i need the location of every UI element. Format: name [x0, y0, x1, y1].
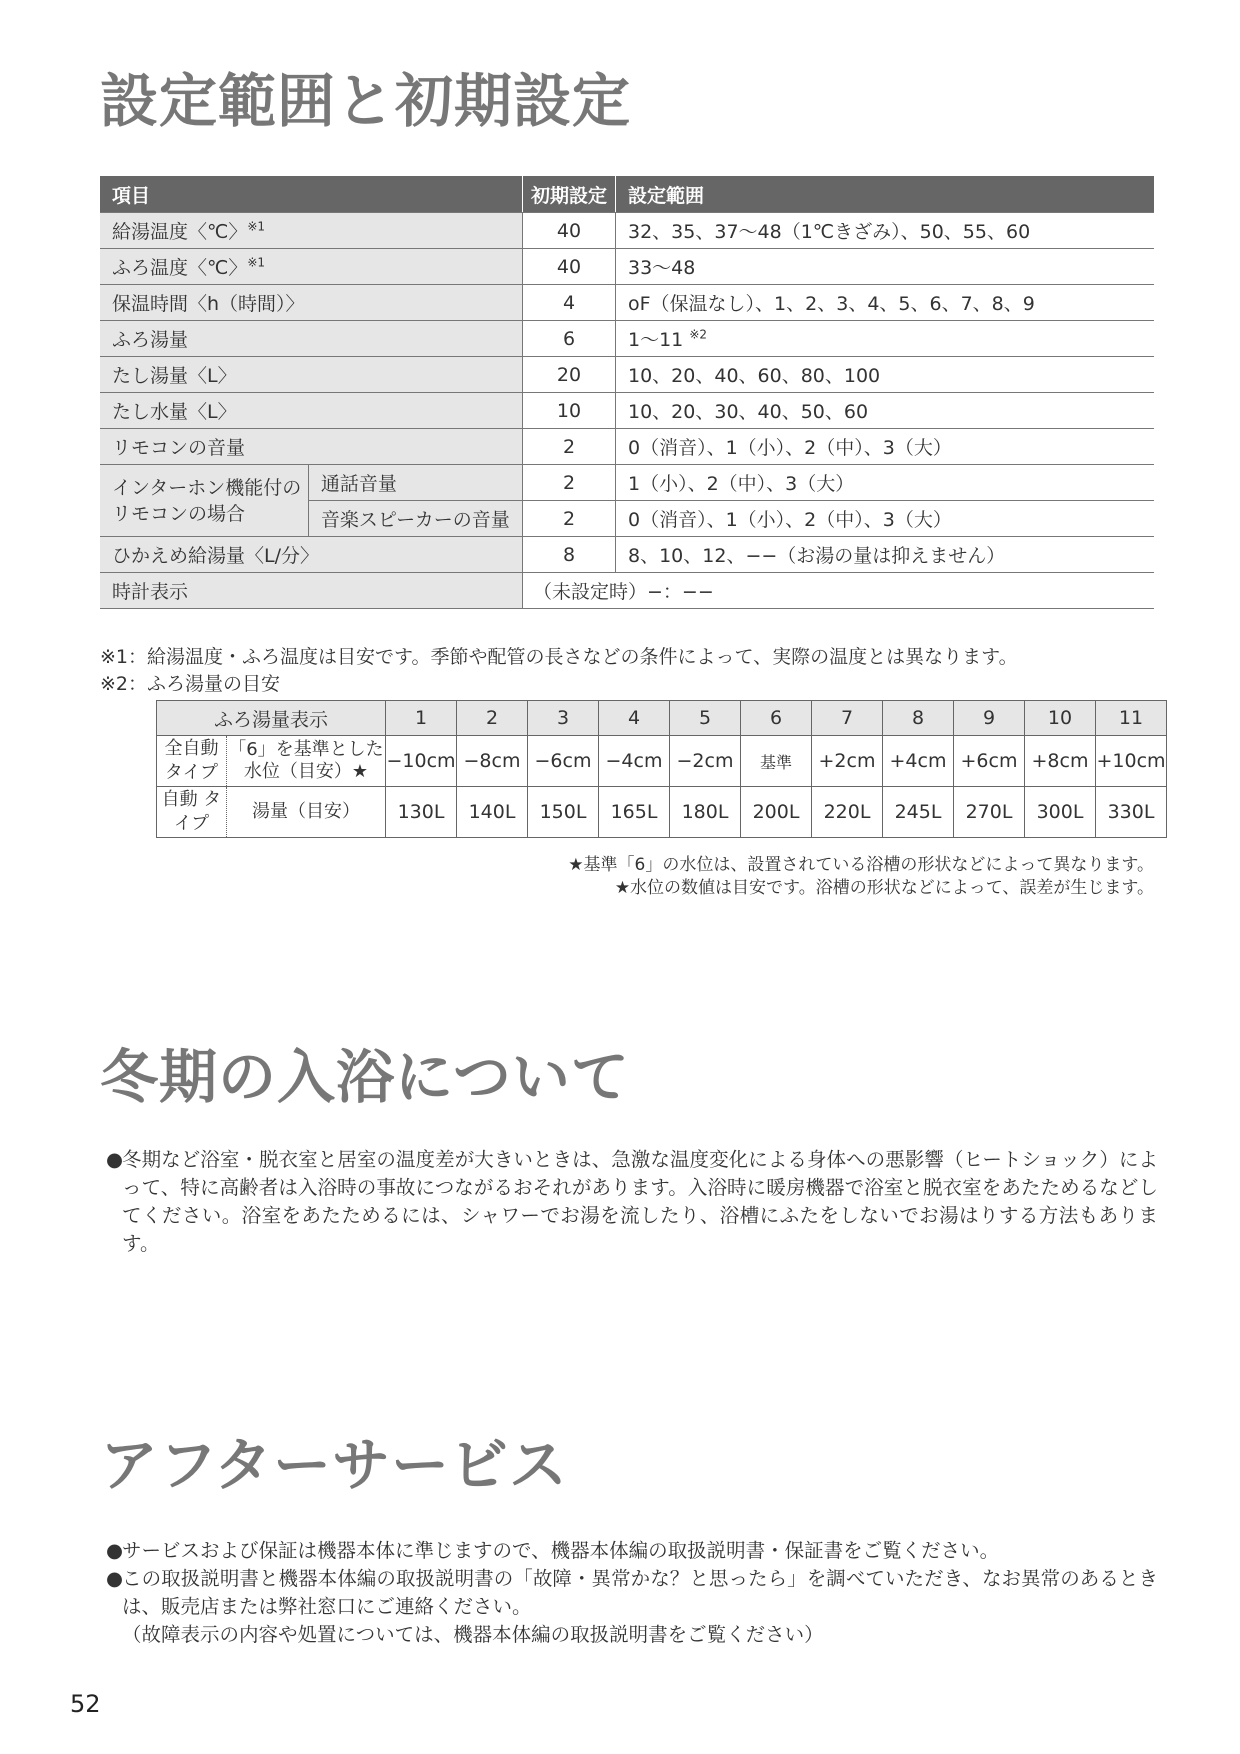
- row-default: 8: [523, 537, 616, 573]
- volume-cell: 330L: [1096, 787, 1167, 838]
- volume-cell: 300L: [1025, 787, 1096, 838]
- row-item: [100, 213, 523, 249]
- water-level-cell: +2cm: [812, 736, 883, 787]
- section-title-service: アフターサービス: [100, 1431, 568, 1499]
- level-cell: 2: [457, 701, 528, 736]
- service-note: （故障表示の内容や処置については、機器本体編の取扱説明書をご覧ください）: [122, 1623, 824, 1646]
- volume-cell: 245L: [883, 787, 954, 838]
- volume-cell: 200L: [741, 787, 812, 838]
- bath-header-row: [157, 701, 1167, 736]
- row-default: 2: [523, 465, 616, 501]
- bullet-icon: ●: [106, 1567, 124, 1590]
- type-label: 全自動 タイプ: [157, 736, 227, 787]
- row-item: 音楽スピーカーの音量: [308, 501, 522, 537]
- service-item-1: [106, 1537, 1158, 1565]
- note-2: ※2：ふろ湯量の目安: [100, 673, 281, 695]
- header-default: 初期設定: [523, 176, 616, 213]
- level-cell: 7: [812, 701, 883, 736]
- row-range: 0（消音）、1（小）、2（中）、3（大）: [616, 429, 1155, 465]
- section-title-winter: 冬期の入浴について: [100, 1043, 630, 1111]
- star-note-2: ★水位の数値は目安です。浴槽の形状などによって、誤差が生じます。: [614, 878, 1154, 898]
- water-level-cell: −2cm: [670, 736, 741, 787]
- table-row: [100, 213, 1154, 249]
- water-level-cell: 基準: [741, 736, 812, 787]
- water-level-cell: −10cm: [386, 736, 457, 787]
- row-default: 2: [523, 501, 616, 537]
- service-text-1: サービスおよび保証は機器本体に準じますので、機器本体編の取扱説明書・保証書をご覧ください。: [122, 1539, 1000, 1562]
- header-item: 項目: [100, 176, 523, 213]
- range-value: 1〜11: [628, 329, 684, 351]
- row-default: 40: [523, 249, 616, 285]
- volume-cell: 140L: [457, 787, 528, 838]
- row-item: ひかえめ給湯量〈L/分〉: [100, 537, 523, 573]
- row-default: 10: [523, 393, 616, 429]
- service-item-2: [106, 1565, 1158, 1621]
- row-range: 33〜48: [616, 249, 1155, 285]
- row-item: たし湯量〈L〉: [100, 357, 523, 393]
- level-cell: 11: [1096, 701, 1167, 736]
- water-level-cell: +10cm: [1096, 736, 1167, 787]
- bath-volume-table: [156, 700, 1167, 838]
- row-range: 8、10、12、−−（お湯の量は抑えません）: [616, 537, 1155, 573]
- row-range: 10、20、30、40、50、60: [616, 393, 1155, 429]
- volume-cell: 130L: [386, 787, 457, 838]
- row-item: 時計表示: [100, 573, 523, 609]
- intercom-group-label: インターホン機能付の リモコンの場合: [100, 465, 308, 537]
- note-mark: ※2: [689, 327, 708, 342]
- row-default: 40: [523, 213, 616, 249]
- table-row: [100, 357, 1154, 393]
- level-cell: 9: [954, 701, 1025, 736]
- row-default: 20: [523, 357, 616, 393]
- level-cell: 1: [386, 701, 457, 736]
- water-level-cell: −8cm: [457, 736, 528, 787]
- star-note-1: ★基準「6」の水位は、設置されている浴槽の形状などによって異なります。: [568, 855, 1154, 875]
- service-text-2: この取扱説明書と機器本体編の取扱説明書の「故障・異常かな？と思ったら」を調べていただき、なお異常のあるときは、販売店または弊社窓口にご連絡ください。: [122, 1567, 1158, 1618]
- row-item: 保温時間〈h（時間）〉: [100, 285, 523, 321]
- note-1: ※1：給湯温度・ふろ温度は目安です。季節や配管の長さなどの条件によって、実際の温度とは異なります。: [100, 646, 1018, 668]
- bullet-icon: ●: [106, 1539, 124, 1562]
- table-row: [100, 465, 1154, 501]
- level-cell: 10: [1025, 701, 1096, 736]
- type-label: 自動 タイプ: [157, 787, 227, 838]
- row-range: oF（保温なし）、1、2、3、4、5、6、7、8、9: [616, 285, 1155, 321]
- row-item: [100, 249, 523, 285]
- table-header-row: [100, 176, 1154, 213]
- clock-value: （未設定時）−：−−: [523, 573, 1155, 609]
- row-range: 10、20、40、60、80、100: [616, 357, 1155, 393]
- bath-header-label: ふろ湯量表示: [157, 701, 386, 736]
- table-row: [100, 393, 1154, 429]
- level-cell: 3: [528, 701, 599, 736]
- volume-cell: 270L: [954, 787, 1025, 838]
- winter-paragraph: [106, 1146, 1158, 1258]
- level-cell: 6: [741, 701, 812, 736]
- row-item: 通話音量: [308, 465, 522, 501]
- row-range: 0（消音）、1（小）、2（中）、3（大）: [616, 501, 1155, 537]
- page-title: 設定範囲と初期設定: [100, 67, 632, 135]
- row-item: ふろ湯量: [100, 321, 523, 357]
- row-range: [616, 321, 1155, 357]
- note-mark: ※1: [247, 255, 266, 270]
- volume-cell: 165L: [599, 787, 670, 838]
- table-row: [100, 429, 1154, 465]
- settings-table: [100, 176, 1154, 609]
- note-mark: ※1: [247, 219, 266, 234]
- table-row: [100, 249, 1154, 285]
- item-label: ふろ温度〈℃〉: [112, 257, 248, 279]
- page-number: 52: [70, 1690, 101, 1718]
- table-row: [100, 321, 1154, 357]
- water-level-cell: +4cm: [883, 736, 954, 787]
- row-label: 「6」を基準とした 水位（目安）★: [226, 736, 385, 787]
- row-label: 湯量（目安）: [226, 787, 385, 838]
- row-item: リモコンの音量: [100, 429, 523, 465]
- water-level-cell: +8cm: [1025, 736, 1096, 787]
- table-row: [100, 573, 1154, 609]
- level-cell: 4: [599, 701, 670, 736]
- table-row: [100, 285, 1154, 321]
- volume-cell: 180L: [670, 787, 741, 838]
- item-label: 給湯温度〈℃〉: [112, 221, 248, 243]
- table-row: [100, 537, 1154, 573]
- row-item: たし水量〈L〉: [100, 393, 523, 429]
- row-default: 6: [523, 321, 616, 357]
- volume-cell: 220L: [812, 787, 883, 838]
- water-level-cell: −4cm: [599, 736, 670, 787]
- row-range: 32、35、37〜48（1℃きざみ）、50、55、60: [616, 213, 1155, 249]
- bath-row-full-auto: [157, 736, 1167, 787]
- row-default: 2: [523, 429, 616, 465]
- bath-row-auto: [157, 787, 1167, 838]
- level-cell: 5: [670, 701, 741, 736]
- winter-text: 冬期など浴室・脱衣室と居室の温度差が大きいときは、急激な温度変化による身体への悪影響（ヒートショック）によって、特に高齢者は入浴時の事故につながるおそれがあります。入浴時に暖房機器で浴室と脱衣室をあたためるなどしてください。浴室をあたためるには、シャワーでお湯を流したり、浴槽にふたをしないでお湯はりする方法もあります。: [122, 1148, 1158, 1255]
- row-default: 4: [523, 285, 616, 321]
- water-level-cell: −6cm: [528, 736, 599, 787]
- volume-cell: 150L: [528, 787, 599, 838]
- row-range: 1（小）、2（中）、3（大）: [616, 465, 1155, 501]
- header-range: 設定範囲: [616, 176, 1155, 213]
- bullet-icon: ●: [106, 1148, 124, 1171]
- water-level-cell: +6cm: [954, 736, 1025, 787]
- level-cell: 8: [883, 701, 954, 736]
